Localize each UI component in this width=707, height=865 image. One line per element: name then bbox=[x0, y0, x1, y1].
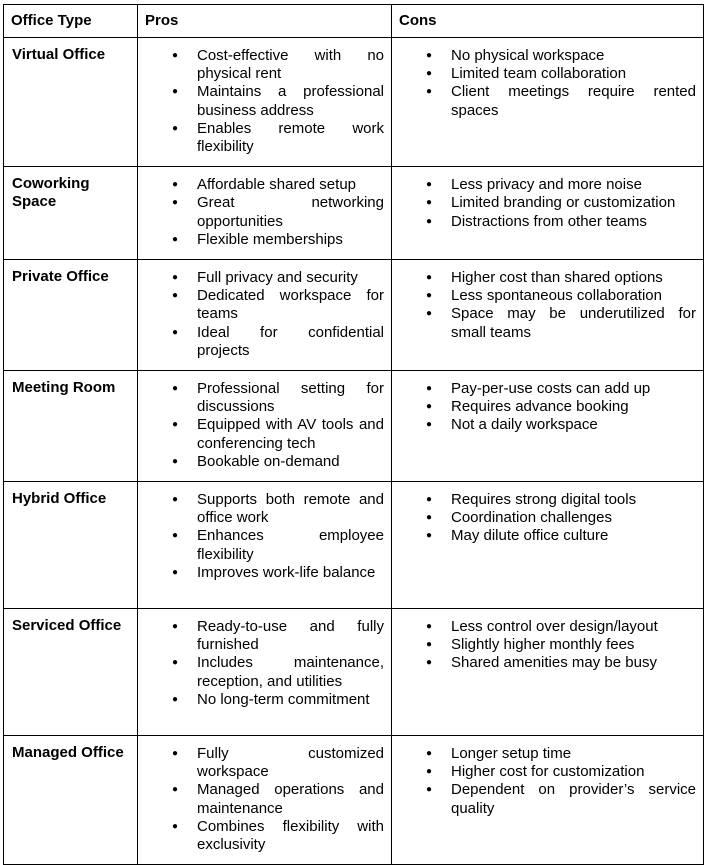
pros-list-item: ● Affordable shared setup bbox=[138, 176, 384, 194]
pros-list bbox=[138, 380, 384, 471]
pros-list-item: ● Improves work-life balance bbox=[138, 564, 384, 582]
cons-list bbox=[392, 745, 696, 818]
cons-list-item: ● Client meetings require rented spaces bbox=[392, 83, 696, 119]
pros-list-item: ● Professional setting for discussions bbox=[138, 380, 384, 416]
table-row bbox=[4, 38, 704, 167]
cons-list-item: ● Pay-per-use costs can add up bbox=[392, 380, 696, 398]
pros-list-item: ● Ready-to-use and fully furnished bbox=[138, 618, 384, 654]
pros-list bbox=[138, 618, 384, 709]
cons-cell bbox=[392, 609, 704, 736]
pros-list-item: ● No long-term commitment bbox=[138, 691, 384, 709]
office-type-cell: Private Office bbox=[4, 260, 138, 371]
pros-list-item: ● Full privacy and security bbox=[138, 269, 384, 287]
cons-list bbox=[392, 618, 696, 673]
cons-list-item: ● Longer setup time bbox=[392, 745, 696, 763]
pros-list bbox=[138, 491, 384, 582]
pros-list-item: ● Bookable on-demand bbox=[138, 453, 384, 471]
cons-cell bbox=[392, 260, 704, 371]
cons-list-item: ● Shared amenities may be busy bbox=[392, 654, 696, 672]
cons-list bbox=[392, 380, 696, 435]
cons-cell bbox=[392, 38, 704, 167]
cons-list-item: ● Not a daily workspace bbox=[392, 416, 696, 434]
pros-cell bbox=[138, 38, 392, 167]
pros-list-item: ● Flexible memberships bbox=[138, 231, 384, 249]
pros-list-item: ● Supports both remote and office work bbox=[138, 491, 384, 527]
office-type-cell: Virtual Office bbox=[4, 38, 138, 167]
pros-list-item: ● Great networking opportunities bbox=[138, 194, 384, 230]
cons-list bbox=[392, 491, 696, 546]
header-row bbox=[4, 5, 704, 38]
pros-list-item: ● Combines flexibility with exclusivity bbox=[138, 818, 384, 854]
office-type-cell: Managed Office bbox=[4, 736, 138, 865]
cons-list bbox=[392, 269, 696, 342]
cons-list-item: ● Less control over design/layout bbox=[392, 618, 696, 636]
cons-list-item: ● Less privacy and more noise bbox=[392, 176, 696, 194]
pros-list-item: ● Enhances employee flexibility bbox=[138, 527, 384, 563]
pros-cell bbox=[138, 609, 392, 736]
pros-list-item: ● Includes maintenance, reception, and utilities bbox=[138, 654, 384, 690]
cons-list-item: ● Limited team collaboration bbox=[392, 65, 696, 83]
cons-list bbox=[392, 176, 696, 231]
pros-list-item: ● Dedicated workspace for teams bbox=[138, 287, 384, 323]
cons-list-item: ● Distractions from other teams bbox=[392, 213, 696, 231]
header-cons: Cons bbox=[392, 5, 704, 38]
cons-list-item: ● Less spontaneous collaboration bbox=[392, 287, 696, 305]
cons-list-item: ● Slightly higher monthly fees bbox=[392, 636, 696, 654]
pros-list-item: ● Enables remote work flexibility bbox=[138, 120, 384, 156]
office-type-cell: Hybrid Office bbox=[4, 482, 138, 609]
office-type-cell: Coworking Space bbox=[4, 167, 138, 260]
cons-list-item: ● Space may be underutilized for small teams bbox=[392, 305, 696, 341]
pros-list-item: ● Fully customized workspace bbox=[138, 745, 384, 781]
pros-list bbox=[138, 47, 384, 156]
cons-list-item: ● Higher cost for customization bbox=[392, 763, 696, 781]
cons-cell bbox=[392, 482, 704, 609]
table-row bbox=[4, 482, 704, 609]
cons-list bbox=[392, 47, 696, 120]
pros-list bbox=[138, 745, 384, 854]
pros-list-item: ● Equipped with AV tools and conferencing tech bbox=[138, 416, 384, 452]
office-type-cell: Meeting Room bbox=[4, 371, 138, 482]
cons-list-item: ● Higher cost than shared options bbox=[392, 269, 696, 287]
pros-cell bbox=[138, 736, 392, 865]
table-row bbox=[4, 609, 704, 736]
cons-list-item: ● May dilute office culture bbox=[392, 527, 696, 545]
pros-cell bbox=[138, 167, 392, 260]
office-type-cell: Serviced Office bbox=[4, 609, 138, 736]
pros-cell bbox=[138, 482, 392, 609]
table-row bbox=[4, 167, 704, 260]
header-pros: Pros bbox=[138, 5, 392, 38]
cons-cell bbox=[392, 371, 704, 482]
pros-list-item: ● Managed operations and maintenance bbox=[138, 781, 384, 817]
pros-cell bbox=[138, 371, 392, 482]
cons-list-item: ● Coordination challenges bbox=[392, 509, 696, 527]
pros-list-item: ● Cost-effective with no physical rent bbox=[138, 47, 384, 83]
pros-list bbox=[138, 269, 384, 360]
table-row bbox=[4, 371, 704, 482]
cons-list-item: ● No physical workspace bbox=[392, 47, 696, 65]
cons-list-item: ● Dependent on provider’s service quality bbox=[392, 781, 696, 817]
pros-list-item: ● Ideal for confidential projects bbox=[138, 324, 384, 360]
cons-cell bbox=[392, 167, 704, 260]
pros-list-item: ● Maintains a professional business address bbox=[138, 83, 384, 119]
header-office-type: Office Type bbox=[4, 5, 138, 38]
cons-list-item: ● Requires strong digital tools bbox=[392, 491, 696, 509]
table-row bbox=[4, 260, 704, 371]
cons-cell bbox=[392, 736, 704, 865]
office-comparison-table bbox=[3, 4, 704, 865]
table-row bbox=[4, 736, 704, 865]
cons-list-item: ● Limited branding or customization bbox=[392, 194, 696, 212]
pros-list bbox=[138, 176, 384, 249]
cons-list-item: ● Requires advance booking bbox=[392, 398, 696, 416]
table-body bbox=[4, 38, 704, 865]
pros-cell bbox=[138, 260, 392, 371]
